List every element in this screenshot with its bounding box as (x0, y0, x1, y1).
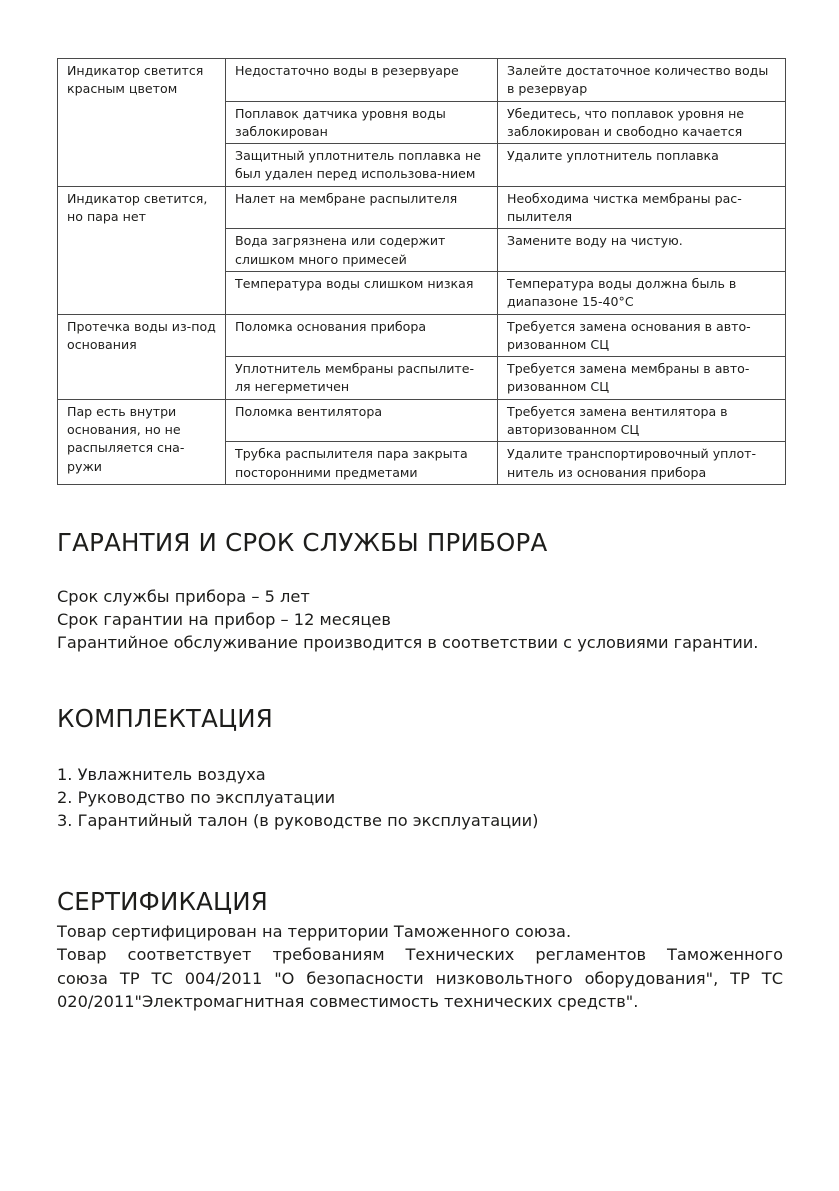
list-item: 1. Увлажнитель воздуха (57, 765, 266, 784)
cause-cell: Поплавок датчика уровня воды заблокирован (226, 101, 498, 144)
symptom-cell: Пар есть внутри основания, но не распыляется сна-ружи (58, 399, 226, 484)
cause-cell: Поломка вентилятора (226, 399, 498, 442)
certification-heading: СЕРТИФИКАЦИЯ (57, 887, 268, 916)
cause-cell: Трубка распылителя пара закрыта посторонними предметами (226, 442, 498, 485)
list-item: 2. Руководство по эксплуатации (57, 788, 336, 807)
certification-territory-line: Товар сертифицирован на территории Таможенного союза. (57, 922, 572, 941)
table-row (58, 59, 786, 102)
warranty-heading: ГАРАНТИЯ И СРОК СЛУЖБЫ ПРИБОРА (57, 528, 548, 557)
solution-cell: Требуется замена вентилятора в авторизованном СЦ (498, 399, 786, 442)
solution-cell: Залейте достаточное количество воды в резервуар (498, 59, 786, 102)
cause-cell: Температура воды слишком низкая (226, 271, 498, 314)
solution-cell: Удалите уплотнитель поплавка (498, 144, 786, 187)
table-row (58, 399, 786, 442)
table-row (58, 186, 786, 229)
symptom-cell: Протечка воды из-под основания (58, 314, 226, 399)
certification-paragraph-line: союза ТР ТС 004/2011 "О безопасности низковольтного оборудования", ТР ТС (57, 968, 783, 988)
certification-paragraph (57, 943, 783, 1014)
list-item: 3. Гарантийный талон (в руководстве по эксплуатации) (57, 811, 539, 830)
cause-cell: Поломка основания прибора (226, 314, 498, 357)
solution-cell: Необходима чистка мембраны рас-пылителя (498, 186, 786, 229)
certification-paragraph-line: Товар соответствует требованиям Технических регламентов Таможенного (57, 945, 783, 964)
cause-cell: Уплотнитель мембраны распылите-ля негерметичен (226, 357, 498, 400)
warranty-period-line: Срок гарантии на прибор – 12 месяцев (57, 610, 391, 629)
package-heading: КОМПЛЕКТАЦИЯ (57, 704, 274, 733)
table-row (58, 314, 786, 357)
solution-cell: Замените воду на чистую. (498, 229, 786, 272)
troubleshooting-table (57, 58, 786, 485)
symptom-cell: Индикатор светится, но пара нет (58, 186, 226, 314)
symptom-cell: Индикатор светится красным цветом (58, 59, 226, 187)
solution-cell: Требуется замена основания в авто-ризованном СЦ (498, 314, 786, 357)
certification-paragraph-line: 020/2011"Электромагнитная совместимость технических средств". (57, 992, 639, 1011)
certification-line (57, 920, 571, 943)
cause-cell: Вода загрязнена или содержит слишком много примесей (226, 229, 498, 272)
solution-cell: Температура воды должна быль в диапазоне 15-40°C (498, 271, 786, 314)
solution-cell: Удалите транспортировочный уплот-нитель из основания прибора (498, 442, 786, 485)
package-list (57, 763, 538, 832)
service-life-line: Срок службы прибора – 5 лет (57, 587, 310, 606)
cause-cell: Защитный уплотнитель поплавка не был удален перед использова-нием (226, 144, 498, 187)
solution-cell: Требуется замена мембраны в авто-ризованном СЦ (498, 357, 786, 400)
cause-cell: Налет на мембране распылителя (226, 186, 498, 229)
cause-cell: Недостаточно воды в резервуаре (226, 59, 498, 102)
solution-cell: Убедитесь, что поплавок уровня не заблокирован и свободно качается (498, 101, 786, 144)
warranty-text (57, 585, 758, 654)
warranty-service-line: Гарантийное обслуживание производится в соответствии с условиями гарантии. (57, 633, 759, 652)
